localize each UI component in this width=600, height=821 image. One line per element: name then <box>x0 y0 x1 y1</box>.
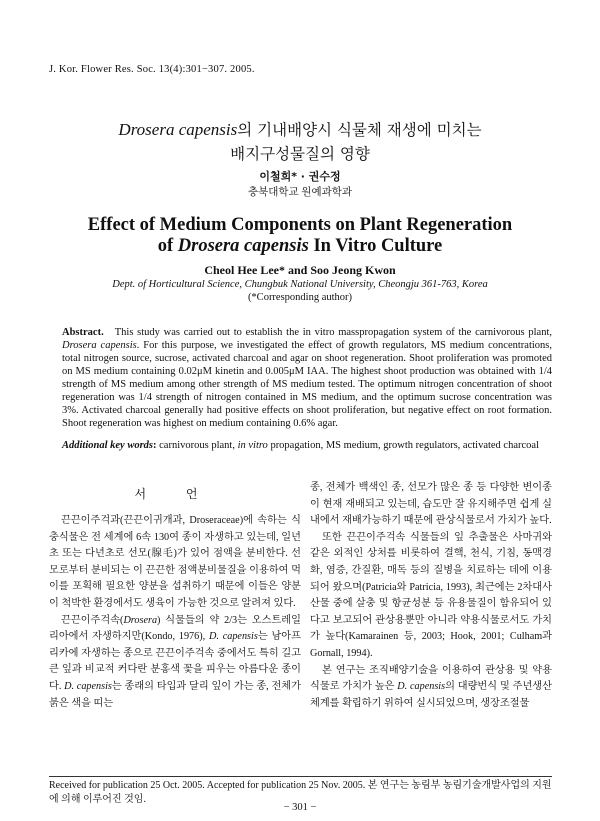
intro-p2-text-a: 끈끈이주걱속( <box>61 614 124 626</box>
intro-p2-genus: Drosera <box>123 614 158 626</box>
english-authors: Cheol Hee Lee* and Soo Jeong Kwon <box>204 263 396 277</box>
footnote-divider <box>49 776 552 777</box>
abstract-label: Abstract. <box>62 327 104 338</box>
intro-paragraph-1: 끈끈이주걱과(끈끈이귀개과, Droseraceae)에 속하는 식충식물은 전 세계에 6속 130여 종이 자생하고 있는데, 일년초 또는 다년초로 선모(腺毛)가 있어 점액을 분비한다. 선모로부터 분비되는 이 끈끈한 점액분비물질을 이용하여 먹이를 포획해 필요한 양분을 섭취하기 때문에 이들은 양분이 척박한 환경에서도 생육이 가능한 것으로 알려져 있다. <box>49 515 301 609</box>
intro-p4-text-b: 의 대량번식 및 주년생산체계를 확립하기 위하여 실시되었으며, 생장조절물 <box>310 681 552 709</box>
abstract-text-1: This study was carried out to establish the in vitro masspropagation system of the carnivorous plant, <box>114 327 552 338</box>
intro-paragraph-2 <box>49 613 301 713</box>
english-title-prefix: of <box>157 236 174 256</box>
intro-p2-text-d: 는 종래의 타입과 달리 잎이 가는 종, 전체가 붉은 색을 띠는 <box>49 680 301 709</box>
english-affiliation: Dept. of Horticultural Science, Chungbuk National University, Cheongju 361-763, Korea <box>112 279 488 290</box>
korean-title-line-1 <box>0 118 600 140</box>
intro-p2-text-b: ) 식물들의 약 2/3는 오스트레일리아에서 자생하지만(Kondo, 1976), <box>49 614 301 643</box>
abstract-species: Drosera capensis <box>62 340 137 351</box>
journal-citation: J. Kor. Flower Res. Soc. 13(4):301−307. 2005. <box>49 64 255 75</box>
korean-affiliation: 충북대학교 원예과학과 <box>247 187 353 198</box>
intro-paragraph-4 <box>310 663 552 713</box>
intro-p4-species: D. capensis <box>397 681 446 693</box>
keywords: Additional key words: carnivorous plant, in vitro propagation, MS medium, growth regulators, activated charcoal <box>62 440 539 451</box>
page-number: − 301 − <box>283 802 317 813</box>
korean-title-species: Drosera capensis <box>118 120 238 139</box>
corresponding-author-note: (*Corresponding author) <box>247 292 353 303</box>
abstract-text-2: . For this purpose, we investigated the effect of growth regulators, MS medium concentrations, total nitrogen source, sucrose, activated charcoal and agar on shoot regeneration. Shoot proliferation was promoted on MS medium containing 0.02μM kinetin and 0.005μM IAA. The highest shoot production was obtained with 1/4 strength of MS medium among other strength of MS medium tested. The optimum nitrogen concentration of shoot regeneration was 1/4 strength of nitrogen contained in MS medium, and the optimum sucrose concentration was 3%. Activated charcoal generally had positive effects on shoot proliferation, but negative effect on root formation. Shoot regeneration was highest on medium containing 0.6% agar. <box>62 340 552 429</box>
intro-p2-species-1: D. capensis <box>209 631 258 643</box>
korean-authors: 이철희* · 권수정 <box>259 170 341 183</box>
english-title-suffix: In Vitro Culture <box>313 236 443 256</box>
abstract <box>62 326 552 430</box>
korean-title-line-2: 배지구성물질의 영향 <box>230 145 370 163</box>
keywords-invitro: in vitro <box>237 440 268 451</box>
intro-p2-text-c: 는 남아프리카에 자생하는 종으로 끈끈이주걱속 중에서도 특히 길고 큰 잎과 비교적 커다란 분홍색 꽃을 피우는 아름다운 종이다. <box>49 631 301 692</box>
section-heading-introduction: 서 언 <box>134 487 216 501</box>
body-left-column <box>49 513 301 712</box>
intro-paragraph-3: 또한 끈끈이주걱속 식물들의 잎 추출물은 사마귀와 같은 외적인 상처를 비롯하여 결핵, 천식, 기침, 동맥경화, 염증, 간질환, 매독 등의 질병을 치료하는 데에 이용되어 왔으며(Patricia와 Patricia, 1993), 최근에는 2차대사산물 중에 살충 및 항균성분 등 유용물질이 함유되어 있다고 보고되어 관상용뿐만 아니라 약용식물로서도 가치가 높다(Kamarainen 등, 2003; Hook, 2001; Culham과 Gornall, 1994). <box>310 531 552 659</box>
footnote: Received for publication 25 Oct. 2005. Accepted for publication 25 Nov. 2005. 본 연구는 농림부 농림기술개발사업의 지원에 의해 이루어진 것임. <box>49 780 552 805</box>
english-title-species: Drosera capensis <box>177 236 309 256</box>
english-title-line-1: Effect of Medium Components on Plant Regeneration <box>87 215 513 235</box>
keywords-text-1: carnivorous plant, <box>159 440 235 451</box>
body-right-column <box>310 480 552 712</box>
keywords-label: Additional key words <box>62 440 154 451</box>
intro-p2-species-2: D. capensis <box>64 680 112 692</box>
intro-paragraph-2-continued: 종, 전체가 백색인 종, 선모가 많은 종 등 다양한 변이종이 현재 재배되고 있는데, 습도만 잘 유지해주면 쉽게 실내에서 재배가능하기 때문에 관상식물로서 가치가 높다. <box>310 482 552 527</box>
intro-p4-text-a: 본 연구는 조직배양기술을 이용하여 관상용 및 약용식물로 가치가 높은 <box>310 664 552 693</box>
korean-title-line-1-rest: 의 기내배양시 식물체 재생에 미치는 <box>237 121 482 139</box>
keywords-text-2: propagation, MS medium, growth regulators, activated charcoal <box>270 440 539 451</box>
english-title-line-2 <box>0 236 600 257</box>
